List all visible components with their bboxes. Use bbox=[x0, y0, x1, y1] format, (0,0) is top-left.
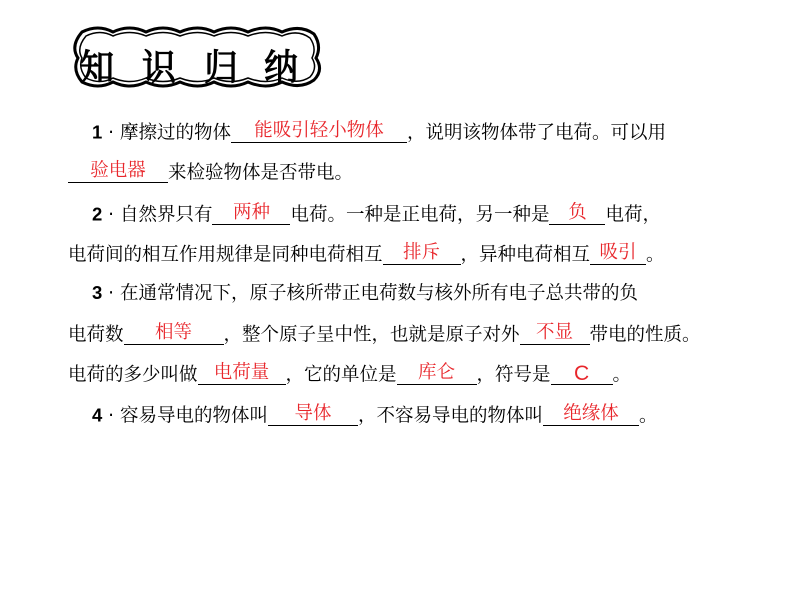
answer-blank bbox=[68, 159, 168, 183]
answer-text: 能吸引轻小物体 bbox=[254, 119, 384, 141]
item-text: 来检验物体是否带电。 bbox=[168, 162, 354, 184]
answer-text: 相等 bbox=[155, 321, 193, 343]
answer-blank bbox=[268, 402, 358, 426]
answer-text: 不显 bbox=[536, 321, 574, 343]
item-2-line-2 bbox=[68, 241, 665, 266]
item-text: ，整个原子呈中性，也就是原子对外 bbox=[223, 324, 520, 346]
answer-text: 两种 bbox=[232, 201, 270, 223]
item-text: 。 bbox=[646, 244, 665, 266]
item-text: 。 bbox=[638, 405, 658, 427]
item-text: ，不容易导电的物体叫 bbox=[357, 405, 543, 427]
answer-text: 绝缘体 bbox=[563, 402, 619, 424]
item-3-line-3 bbox=[68, 361, 632, 386]
item-text: ，异种电荷相互 bbox=[460, 244, 591, 266]
title-char-3: 归 bbox=[204, 47, 238, 89]
item-text: ，说明该物体带了电荷。可以用 bbox=[406, 122, 666, 144]
item-number: 1 bbox=[92, 121, 103, 143]
item-3-line-1 bbox=[92, 284, 638, 304]
item-text: 。 bbox=[612, 364, 632, 386]
title-char-1: 知 bbox=[80, 47, 114, 89]
item-text: 自然界只有 bbox=[119, 204, 213, 226]
item-4-line-1 bbox=[92, 402, 658, 427]
item-number: 4 bbox=[92, 404, 103, 426]
answer-blank bbox=[551, 364, 613, 385]
answer-blank bbox=[124, 321, 224, 345]
answer-blank bbox=[520, 321, 590, 345]
item-3-line-2 bbox=[68, 321, 701, 346]
answer-text: 电荷量 bbox=[213, 361, 270, 383]
item-text: 电荷， bbox=[605, 204, 661, 226]
title-char-2: 识 bbox=[142, 47, 176, 89]
item-text: 电荷数 bbox=[68, 324, 124, 346]
item-text: 电荷间的相互作用规律是同种电荷相互 bbox=[68, 244, 383, 266]
item-text: 带电的性质。 bbox=[589, 324, 701, 346]
item-text: 在通常情况下，原子核所带正电荷数与核外所有电子总共带的负 bbox=[119, 283, 638, 304]
item-text: ，它的单位是 bbox=[285, 364, 397, 386]
answer-blank bbox=[198, 361, 286, 385]
answer-text: 负 bbox=[568, 201, 587, 223]
item-2-line-1 bbox=[92, 201, 661, 226]
answer-blank bbox=[212, 201, 290, 225]
item-text: ，符号是 bbox=[476, 364, 551, 386]
answer-text: C bbox=[573, 362, 590, 385]
item-text: 摩擦过的物体 bbox=[119, 122, 231, 144]
answer-blank bbox=[397, 361, 477, 385]
item-number: 3 bbox=[92, 282, 103, 303]
dot-separator: · bbox=[102, 405, 120, 427]
answer-blank bbox=[383, 241, 461, 265]
answer-text: 吸引 bbox=[599, 241, 637, 263]
item-1-line-2 bbox=[68, 159, 354, 184]
item-text: 容易导电的物体叫 bbox=[119, 405, 268, 427]
item-text: 电荷。一种是正电荷，另一种是 bbox=[290, 204, 550, 226]
item-number: 2 bbox=[92, 203, 103, 225]
section-title-banner bbox=[68, 22, 324, 92]
dot-separator: · bbox=[102, 283, 120, 304]
answer-text: 排斥 bbox=[403, 241, 441, 263]
answer-blank bbox=[590, 241, 646, 265]
dot-separator: · bbox=[102, 204, 120, 226]
answer-blank bbox=[231, 119, 407, 143]
answer-blank bbox=[549, 201, 605, 225]
title-char-4: 纳 bbox=[264, 47, 298, 89]
dot-separator: · bbox=[102, 122, 120, 144]
answer-text: 导体 bbox=[294, 402, 332, 424]
answer-text: 验电器 bbox=[90, 159, 146, 181]
answer-text: 库仑 bbox=[418, 361, 456, 383]
item-1-line-1 bbox=[92, 119, 666, 144]
answer-blank bbox=[543, 402, 639, 426]
item-text: 电荷的多少叫做 bbox=[68, 364, 198, 386]
